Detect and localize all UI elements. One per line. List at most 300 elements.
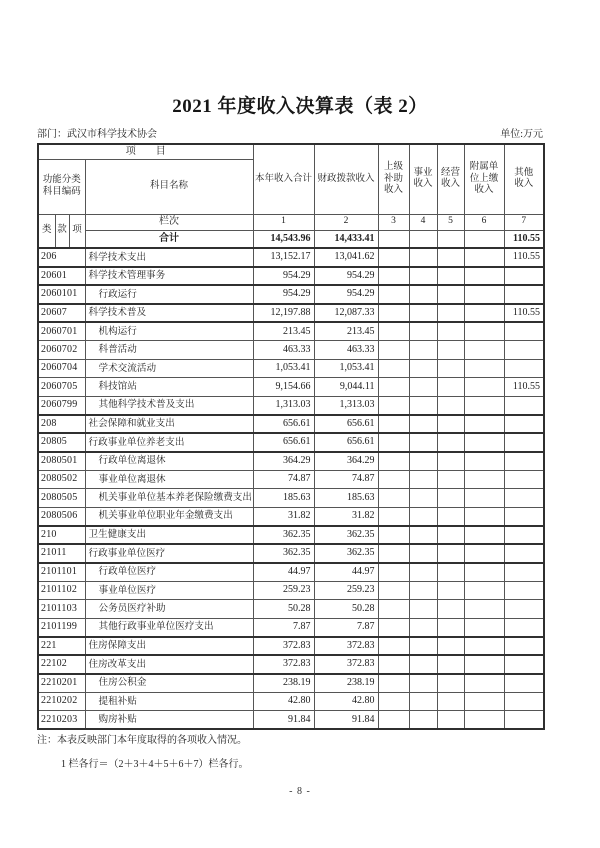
row-value bbox=[378, 267, 409, 286]
row-value: 1,313.03 bbox=[314, 396, 378, 415]
row-value: 954.29 bbox=[253, 267, 314, 286]
row-value: 50.28 bbox=[314, 600, 378, 619]
row-value bbox=[378, 618, 409, 637]
row-value bbox=[409, 618, 437, 637]
row-subject-name: 机构运行 bbox=[85, 322, 253, 341]
row-value: 463.33 bbox=[314, 341, 378, 360]
row-subject-name: 科普活动 bbox=[85, 341, 253, 360]
row-subject-name: 其他行政事业单位医疗支出 bbox=[85, 618, 253, 637]
table-row bbox=[38, 600, 544, 619]
row-subject-name: 行政单位医疗 bbox=[85, 563, 253, 582]
row-value bbox=[504, 711, 544, 730]
row-value bbox=[437, 267, 464, 286]
row-subject-name: 事业单位医疗 bbox=[85, 581, 253, 600]
row-code: 2060799 bbox=[38, 396, 85, 415]
row-value bbox=[464, 489, 504, 508]
row-value: 362.35 bbox=[253, 526, 314, 545]
row-value: 91.84 bbox=[314, 711, 378, 730]
row-value bbox=[464, 378, 504, 397]
row-code: 2101101 bbox=[38, 563, 85, 582]
row-value: 259.23 bbox=[253, 581, 314, 600]
row-code: 2060704 bbox=[38, 359, 85, 378]
department-label: 部门：武汉市科学技术协会 bbox=[37, 129, 157, 140]
row-value bbox=[504, 507, 544, 526]
total-value bbox=[378, 230, 409, 248]
row-value: 954.29 bbox=[253, 285, 314, 304]
row-value bbox=[378, 341, 409, 360]
note-line-2: 1 栏各行＝（2＋3＋4＋5＋6＋7）栏各行。 bbox=[61, 759, 249, 770]
footnotes bbox=[37, 731, 249, 770]
row-value bbox=[464, 618, 504, 637]
col-header-fiscal-appropriation: 财政拨款收入 bbox=[314, 144, 378, 214]
table-row bbox=[38, 285, 544, 304]
col-header-operating-income: 经营收入 bbox=[437, 144, 464, 214]
row-value: 1,053.41 bbox=[314, 359, 378, 378]
table-row bbox=[38, 563, 544, 582]
table-header bbox=[38, 144, 544, 248]
row-code: 2060705 bbox=[38, 378, 85, 397]
table-row bbox=[38, 544, 544, 563]
row-value: 9,044.11 bbox=[314, 378, 378, 397]
row-value bbox=[409, 470, 437, 489]
meta-row bbox=[37, 125, 543, 140]
row-value: 110.55 bbox=[504, 248, 544, 267]
income-table bbox=[37, 143, 545, 730]
row-value bbox=[378, 674, 409, 693]
row-subject-name: 行政事业单位医疗 bbox=[85, 544, 253, 563]
row-value bbox=[378, 322, 409, 341]
row-value: 31.82 bbox=[253, 507, 314, 526]
row-value bbox=[464, 600, 504, 619]
row-value bbox=[409, 285, 437, 304]
row-value bbox=[378, 433, 409, 452]
row-code: 20805 bbox=[38, 433, 85, 452]
row-subject-name: 行政运行 bbox=[85, 285, 253, 304]
row-value bbox=[464, 655, 504, 674]
table-row bbox=[38, 341, 544, 360]
row-value bbox=[504, 655, 544, 674]
row-subject-name: 其他科学技术普及支出 bbox=[85, 396, 253, 415]
table-row bbox=[38, 526, 544, 545]
row-value bbox=[437, 248, 464, 267]
row-value: 213.45 bbox=[314, 322, 378, 341]
table-row bbox=[38, 359, 544, 378]
row-value: 1,313.03 bbox=[253, 396, 314, 415]
row-value: 9,154.66 bbox=[253, 378, 314, 397]
row-value bbox=[378, 507, 409, 526]
row-value bbox=[437, 415, 464, 434]
row-value bbox=[464, 341, 504, 360]
note-line-1: 注：本表反映部门本年度取得的各项收入情况。 bbox=[37, 735, 247, 746]
row-value bbox=[504, 489, 544, 508]
row-value bbox=[504, 359, 544, 378]
row-value bbox=[504, 637, 544, 656]
row-value: 656.61 bbox=[314, 415, 378, 434]
row-value: 7.87 bbox=[253, 618, 314, 637]
row-value bbox=[504, 341, 544, 360]
row-value bbox=[378, 544, 409, 563]
row-value bbox=[409, 655, 437, 674]
row-value bbox=[378, 415, 409, 434]
row-value bbox=[504, 285, 544, 304]
project-header: 项 目 bbox=[38, 144, 253, 159]
row-value bbox=[409, 637, 437, 656]
table-row bbox=[38, 452, 544, 471]
row-value bbox=[409, 674, 437, 693]
row-value bbox=[437, 452, 464, 471]
row-value bbox=[409, 267, 437, 286]
total-value bbox=[464, 230, 504, 248]
row-value bbox=[437, 378, 464, 397]
row-value: 42.80 bbox=[253, 692, 314, 711]
total-value bbox=[409, 230, 437, 248]
row-value bbox=[409, 433, 437, 452]
row-value bbox=[409, 600, 437, 619]
row-value: 13,041.62 bbox=[314, 248, 378, 267]
row-code: 20607 bbox=[38, 304, 85, 323]
row-value bbox=[504, 581, 544, 600]
row-code: 2080502 bbox=[38, 470, 85, 489]
row-value bbox=[504, 526, 544, 545]
lanci-number: 2 bbox=[314, 214, 378, 230]
row-value bbox=[409, 581, 437, 600]
row-code: 2080501 bbox=[38, 452, 85, 471]
row-value: 12,087.33 bbox=[314, 304, 378, 323]
row-value bbox=[437, 304, 464, 323]
row-value bbox=[437, 563, 464, 582]
table-row bbox=[38, 581, 544, 600]
row-value: 74.87 bbox=[253, 470, 314, 489]
row-value bbox=[464, 396, 504, 415]
row-value bbox=[464, 322, 504, 341]
row-value bbox=[437, 544, 464, 563]
row-value bbox=[464, 674, 504, 693]
row-value: 185.63 bbox=[314, 489, 378, 508]
row-value: 463.33 bbox=[253, 341, 314, 360]
row-value bbox=[464, 304, 504, 323]
row-subject-name: 提租补贴 bbox=[85, 692, 253, 711]
row-value bbox=[409, 711, 437, 730]
row-value bbox=[378, 452, 409, 471]
row-value bbox=[504, 433, 544, 452]
row-value bbox=[409, 692, 437, 711]
col-header-affiliated-remit: 附属单位上缴收入 bbox=[464, 144, 504, 214]
row-value: 110.55 bbox=[504, 304, 544, 323]
row-value: 12,197.88 bbox=[253, 304, 314, 323]
row-value: 238.19 bbox=[314, 674, 378, 693]
row-value bbox=[409, 507, 437, 526]
table-body bbox=[38, 248, 544, 729]
row-value bbox=[437, 341, 464, 360]
row-value bbox=[437, 581, 464, 600]
row-code: 2210201 bbox=[38, 674, 85, 693]
row-code: 20601 bbox=[38, 267, 85, 286]
row-value bbox=[409, 248, 437, 267]
row-value: 13,152.17 bbox=[253, 248, 314, 267]
col-header-superior-subsidy: 上级补助收入 bbox=[378, 144, 409, 214]
row-value bbox=[437, 692, 464, 711]
row-value bbox=[378, 304, 409, 323]
row-code: 2101103 bbox=[38, 600, 85, 619]
row-value bbox=[437, 285, 464, 304]
row-value bbox=[409, 341, 437, 360]
row-value bbox=[409, 322, 437, 341]
row-value bbox=[464, 563, 504, 582]
row-subject-name: 住房保障支出 bbox=[85, 637, 253, 656]
row-code: 22102 bbox=[38, 655, 85, 674]
total-value: 14,543.96 bbox=[253, 230, 314, 248]
code-group-header: 功能分类科目编码 bbox=[38, 159, 85, 214]
row-value bbox=[409, 544, 437, 563]
row-value: 656.61 bbox=[253, 415, 314, 434]
row-value bbox=[504, 600, 544, 619]
table-row bbox=[38, 618, 544, 637]
row-value bbox=[464, 470, 504, 489]
subject-name-header: 科目名称 bbox=[85, 159, 253, 214]
row-code: 2210202 bbox=[38, 692, 85, 711]
lanci-number: 3 bbox=[378, 214, 409, 230]
row-value bbox=[504, 396, 544, 415]
row-code: 2060701 bbox=[38, 322, 85, 341]
row-value: 372.83 bbox=[253, 655, 314, 674]
table-row bbox=[38, 248, 544, 267]
row-value bbox=[504, 563, 544, 582]
table-row bbox=[38, 433, 544, 452]
row-value bbox=[378, 378, 409, 397]
row-value bbox=[504, 452, 544, 471]
row-code: 2060101 bbox=[38, 285, 85, 304]
row-value bbox=[437, 600, 464, 619]
row-value bbox=[504, 674, 544, 693]
row-subject-name: 科技馆站 bbox=[85, 378, 253, 397]
row-value: 44.97 bbox=[253, 563, 314, 582]
table-row bbox=[38, 489, 544, 508]
row-value bbox=[464, 507, 504, 526]
row-value: 44.97 bbox=[314, 563, 378, 582]
table-row bbox=[38, 692, 544, 711]
row-value bbox=[378, 655, 409, 674]
row-value: 238.19 bbox=[253, 674, 314, 693]
row-value: 1,053.41 bbox=[253, 359, 314, 378]
code-sub-kuan: 款 bbox=[55, 214, 69, 248]
row-code: 221 bbox=[38, 637, 85, 656]
row-value: 656.61 bbox=[253, 433, 314, 452]
row-value: 954.29 bbox=[314, 267, 378, 286]
row-value bbox=[504, 470, 544, 489]
row-subject-name: 住房改革支出 bbox=[85, 655, 253, 674]
header-row-lanci bbox=[38, 214, 544, 230]
lanci-number: 1 bbox=[253, 214, 314, 230]
row-value bbox=[464, 581, 504, 600]
table-row bbox=[38, 655, 544, 674]
row-value: 954.29 bbox=[314, 285, 378, 304]
row-value bbox=[409, 396, 437, 415]
code-sub-lei: 类 bbox=[38, 214, 55, 248]
row-value: 372.83 bbox=[314, 655, 378, 674]
row-value bbox=[378, 600, 409, 619]
row-value bbox=[378, 359, 409, 378]
row-value bbox=[409, 378, 437, 397]
table-row bbox=[38, 415, 544, 434]
row-value bbox=[504, 267, 544, 286]
row-value bbox=[378, 692, 409, 711]
row-code: 208 bbox=[38, 415, 85, 434]
row-value bbox=[409, 359, 437, 378]
row-value bbox=[437, 322, 464, 341]
row-value bbox=[437, 433, 464, 452]
row-value bbox=[464, 415, 504, 434]
row-value bbox=[409, 415, 437, 434]
row-value bbox=[437, 359, 464, 378]
row-value bbox=[437, 618, 464, 637]
row-value bbox=[504, 692, 544, 711]
row-value bbox=[437, 674, 464, 693]
table-row bbox=[38, 304, 544, 323]
total-label: 合计 bbox=[85, 230, 253, 248]
table-row bbox=[38, 267, 544, 286]
row-value bbox=[464, 711, 504, 730]
row-value bbox=[437, 470, 464, 489]
row-subject-name: 科学技术普及 bbox=[85, 304, 253, 323]
row-subject-name: 卫生健康支出 bbox=[85, 526, 253, 545]
col-header-other-income: 其他收入 bbox=[504, 144, 544, 214]
row-value bbox=[378, 711, 409, 730]
row-subject-name: 机关事业单位基本养老保险缴费支出 bbox=[85, 489, 253, 508]
row-value bbox=[437, 637, 464, 656]
row-value bbox=[464, 433, 504, 452]
row-value bbox=[409, 304, 437, 323]
row-value: 31.82 bbox=[314, 507, 378, 526]
row-value bbox=[464, 248, 504, 267]
row-subject-name: 行政事业单位养老支出 bbox=[85, 433, 253, 452]
row-value: 50.28 bbox=[253, 600, 314, 619]
row-value bbox=[378, 489, 409, 508]
row-value: 364.29 bbox=[314, 452, 378, 471]
row-value bbox=[378, 526, 409, 545]
row-value: 362.35 bbox=[314, 526, 378, 545]
row-value: 42.80 bbox=[314, 692, 378, 711]
row-value bbox=[378, 581, 409, 600]
row-code: 2080505 bbox=[38, 489, 85, 508]
row-code: 2080506 bbox=[38, 507, 85, 526]
row-code: 206 bbox=[38, 248, 85, 267]
row-value bbox=[437, 396, 464, 415]
row-value: 364.29 bbox=[253, 452, 314, 471]
row-value: 185.63 bbox=[253, 489, 314, 508]
total-value bbox=[437, 230, 464, 248]
table-row bbox=[38, 637, 544, 656]
row-value: 91.84 bbox=[253, 711, 314, 730]
row-value bbox=[464, 526, 504, 545]
row-code: 21011 bbox=[38, 544, 85, 563]
col-header-business-income: 事业收入 bbox=[409, 144, 437, 214]
row-value bbox=[378, 563, 409, 582]
row-value: 74.87 bbox=[314, 470, 378, 489]
col-header-annual-total: 本年收入合计 bbox=[253, 144, 314, 214]
row-value bbox=[409, 452, 437, 471]
lanci-label: 栏次 bbox=[85, 214, 253, 230]
table-row bbox=[38, 674, 544, 693]
row-value bbox=[464, 637, 504, 656]
row-value bbox=[437, 526, 464, 545]
row-value bbox=[504, 618, 544, 637]
row-value bbox=[409, 489, 437, 508]
row-value: 656.61 bbox=[314, 433, 378, 452]
total-value: 110.55 bbox=[504, 230, 544, 248]
row-value: 110.55 bbox=[504, 378, 544, 397]
lanci-number: 6 bbox=[464, 214, 504, 230]
lanci-number: 5 bbox=[437, 214, 464, 230]
row-value: 362.35 bbox=[253, 544, 314, 563]
row-subject-name: 公务员医疗补助 bbox=[85, 600, 253, 619]
page-number: - 8 - bbox=[289, 786, 311, 797]
page-title: 2021 年度收入决算表（表 2） bbox=[172, 96, 428, 117]
row-code: 2210203 bbox=[38, 711, 85, 730]
row-code: 2060702 bbox=[38, 341, 85, 360]
row-value bbox=[464, 692, 504, 711]
lanci-number: 7 bbox=[504, 214, 544, 230]
row-value bbox=[464, 285, 504, 304]
row-value: 372.83 bbox=[314, 637, 378, 656]
row-value bbox=[504, 322, 544, 341]
row-value bbox=[464, 544, 504, 563]
row-value bbox=[464, 359, 504, 378]
table-row bbox=[38, 470, 544, 489]
row-subject-name: 购房补贴 bbox=[85, 711, 253, 730]
table-row bbox=[38, 507, 544, 526]
row-value bbox=[378, 470, 409, 489]
row-value bbox=[504, 415, 544, 434]
table-row bbox=[38, 378, 544, 397]
row-subject-name: 科学技术支出 bbox=[85, 248, 253, 267]
row-value bbox=[378, 285, 409, 304]
row-value: 259.23 bbox=[314, 581, 378, 600]
row-value bbox=[409, 563, 437, 582]
row-value bbox=[378, 396, 409, 415]
row-subject-name: 事业单位离退休 bbox=[85, 470, 253, 489]
row-value bbox=[378, 637, 409, 656]
row-code: 210 bbox=[38, 526, 85, 545]
table-row bbox=[38, 396, 544, 415]
header-row-project bbox=[38, 144, 544, 159]
code-sub-xiang: 项 bbox=[69, 214, 85, 248]
row-value bbox=[437, 489, 464, 508]
row-value: 362.35 bbox=[314, 544, 378, 563]
row-value bbox=[437, 711, 464, 730]
row-code: 2101199 bbox=[38, 618, 85, 637]
row-subject-name: 学术交流活动 bbox=[85, 359, 253, 378]
row-value bbox=[378, 248, 409, 267]
row-value bbox=[504, 544, 544, 563]
row-subject-name: 住房公积金 bbox=[85, 674, 253, 693]
row-value bbox=[464, 452, 504, 471]
row-subject-name: 社会保障和就业支出 bbox=[85, 415, 253, 434]
row-value bbox=[437, 507, 464, 526]
row-value: 372.83 bbox=[253, 637, 314, 656]
row-value bbox=[464, 267, 504, 286]
row-value: 7.87 bbox=[314, 618, 378, 637]
row-value bbox=[437, 655, 464, 674]
row-value: 213.45 bbox=[253, 322, 314, 341]
lanci-number: 4 bbox=[409, 214, 437, 230]
row-subject-name: 科学技术管理事务 bbox=[85, 267, 253, 286]
row-value bbox=[409, 526, 437, 545]
row-code: 2101102 bbox=[38, 581, 85, 600]
table-row bbox=[38, 322, 544, 341]
unit-label: 单位:万元 bbox=[500, 129, 543, 140]
total-row bbox=[38, 230, 544, 248]
row-subject-name: 机关事业单位职业年金缴费支出 bbox=[85, 507, 253, 526]
